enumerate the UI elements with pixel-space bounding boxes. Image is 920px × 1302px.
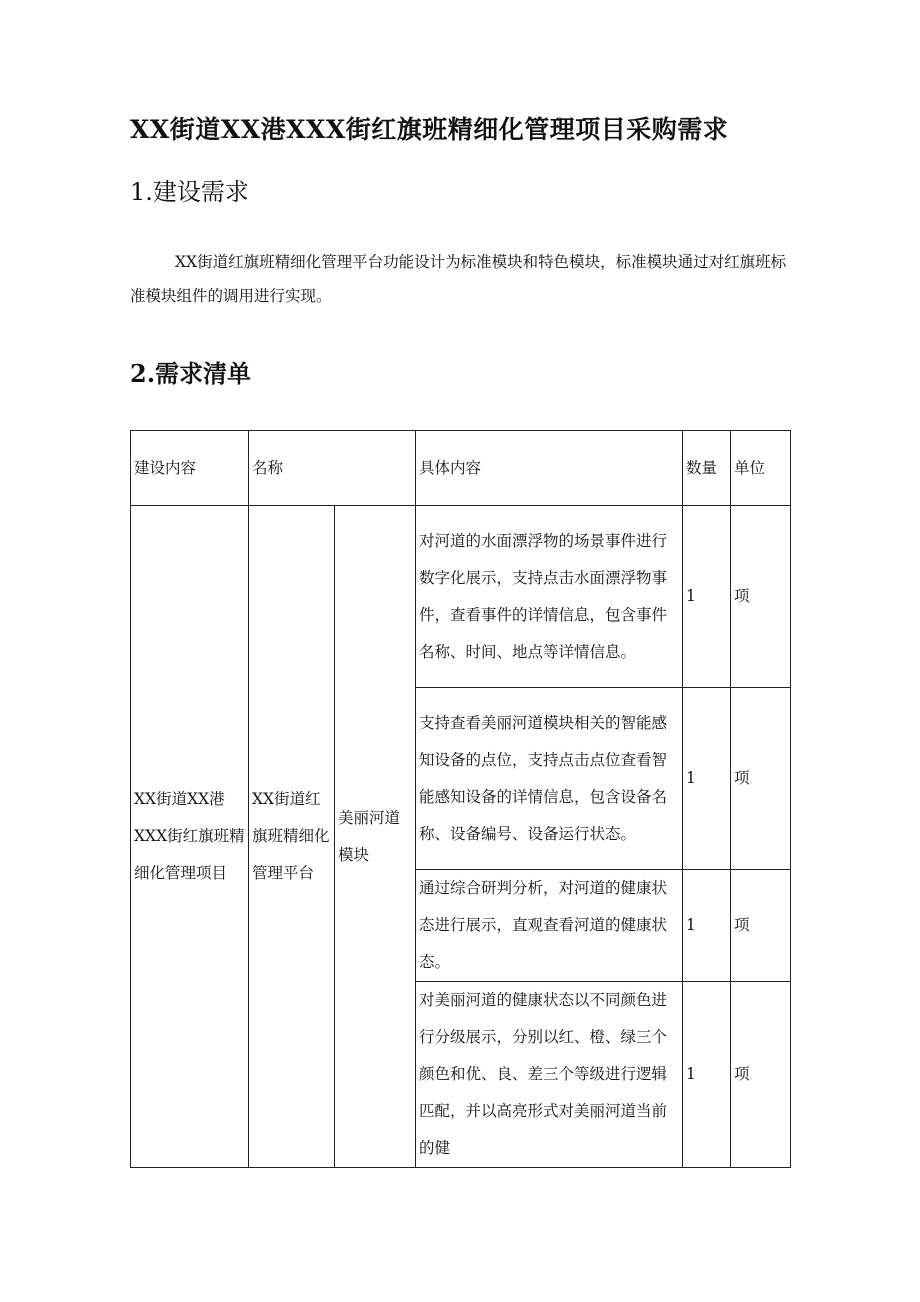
qty-cell: 1 (683, 506, 731, 688)
section-heading-text: .需求清单 (146, 359, 252, 388)
header-detail: 具体内容 (416, 431, 683, 506)
detail-cell: 通过综合研判分析，对河道的健康状态进行展示，直观查看河道的健康状态。 (416, 870, 683, 982)
requirements-table (130, 430, 791, 1168)
unit-cell: 项 (731, 982, 791, 1168)
table-row (131, 506, 791, 688)
platform-cell: XX街道红旗班精细化管理平台 (249, 506, 335, 1168)
section-number: 2 (130, 359, 147, 388)
header-unit: 单位 (731, 431, 791, 506)
table-header-row (131, 431, 791, 506)
project-cell: XX街道XX港XXX街红旗班精细化管理项目 (131, 506, 249, 1168)
header-name: 名称 (249, 431, 416, 506)
qty-cell: 1 (683, 688, 731, 870)
unit-cell: 项 (731, 688, 791, 870)
detail-cell: 支持查看美丽河道模块相关的智能感知设备的点位，支持点击点位查看智能感知设备的详情信息，包含设备名称、设备编号、设备运行状态。 (416, 688, 683, 870)
module-cell: 美丽河道模块 (335, 506, 416, 1168)
qty-cell: 1 (683, 870, 731, 982)
unit-cell: 项 (731, 870, 791, 982)
detail-cell: 对美丽河道的健康状态以不同颜色进行分级展示，分别以红、橙、绿三个颜色和优、良、差三个等级进行逻辑匹配，并以高亮形式对美丽河道当前的健 (416, 982, 683, 1168)
document-title: XX街道XX港XXX街红旗班精细化管理项目采购需求 (130, 115, 729, 144)
section-heading-requirements-list (130, 356, 251, 392)
header-qty: 数量 (683, 431, 731, 506)
qty-cell: 1 (683, 982, 731, 1168)
section-heading-build-requirements: 1.建设需求 (130, 178, 249, 206)
intro-paragraph: XX街道红旗班精细化管理平台功能设计为标准模块和特色模块，标准模块通过对红旗班标准模块组件的调用进行实现。 (130, 253, 787, 305)
unit-cell: 项 (731, 506, 791, 688)
header-content: 建设内容 (131, 431, 249, 506)
detail-cell: 对河道的水面漂浮物的场景事件进行数字化展示，支持点击水面漂浮物事件，查看事件的详情信息，包含事件名称、时间、地点等详情信息。 (416, 506, 683, 688)
